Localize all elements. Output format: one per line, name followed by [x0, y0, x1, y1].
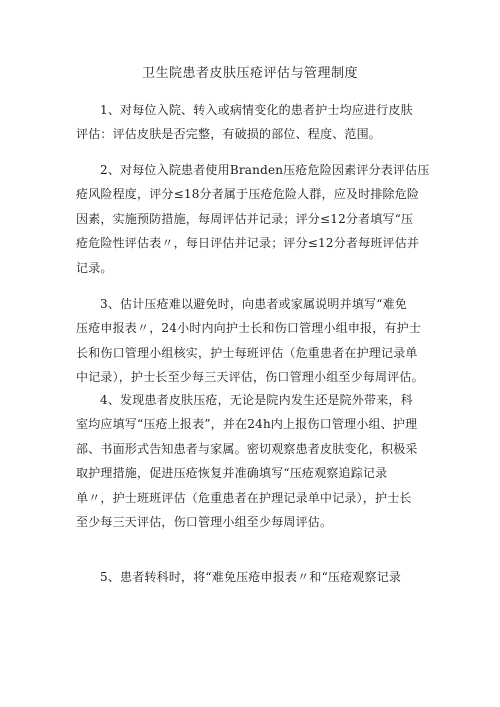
paragraph-line: 4、发现患者皮肤压疮，无论是院内发生还是院外带来，科	[100, 393, 413, 407]
paragraph-1	[76, 98, 436, 147]
paragraph-line: 压疮申报表〃，24小时内向护士长和伤口管理小组申报，有护士	[76, 321, 422, 336]
paragraph-line: 疮危险性评估表〃，每日评估并记录；评分≤12分者每班评估并	[76, 236, 420, 251]
paragraph-line: 5、患者转科时，将“难免压疮申报表〃和“压疮观察记录	[100, 570, 402, 584]
paragraph-line: 室均应填写“压疮上报表”，并在24h内上报伤口管理小组、护理	[76, 417, 418, 432]
paragraph-line: 3、估计压疮难以避免时，向患者或家属说明并填写“难免	[100, 297, 407, 311]
paragraph-line: 取护理措施，促进压疮恢复并准确填写“压疮观察追踪记录	[76, 466, 388, 481]
paragraph-line: 疮风险程度，评分≤18分者属于压疮危险人群，应及时排除危险	[76, 187, 420, 202]
paragraph-line: 记录。	[76, 260, 113, 275]
paragraph-5	[76, 565, 436, 589]
paragraph-line: 因素，实施预防措施，每周评估并记录；评分≤12分者填写“压	[76, 211, 414, 226]
paragraph-line: 中记录），护士长至少每三天评估，伤口管理小组至少每周评估。	[76, 370, 424, 385]
paragraph-line: 部、书面形式告知患者与家属。密切观察患者皮肤变化，积极采	[76, 441, 418, 456]
paragraph-3	[76, 292, 436, 390]
paragraph-4	[76, 388, 436, 534]
paragraph-line: 评估：评估皮肤是否完整，有破损的部位、程度、范围。	[76, 127, 382, 142]
document-title: 卫生院患者皮肤压疮评估与管理制度	[141, 66, 358, 81]
paragraph-line: 1、对每位入院、转入或病情变化的患者护士均应进行皮肤	[100, 103, 413, 117]
paragraph-line: 至少每三天评估，伤口管理小组至少每周评估。	[76, 515, 333, 530]
paragraph-2	[76, 158, 436, 280]
paragraph-line: 长和伤口管理小组核实，护士每班评估（危重患者在护理记录单	[76, 345, 418, 360]
paragraph-line: 单〃，护士班班评估（危重患者在护理记录单中记录），护士长	[76, 490, 412, 505]
paragraph-line: 2、对每位入院患者使用Branden压疮危险因素评分表评估压	[100, 163, 430, 177]
